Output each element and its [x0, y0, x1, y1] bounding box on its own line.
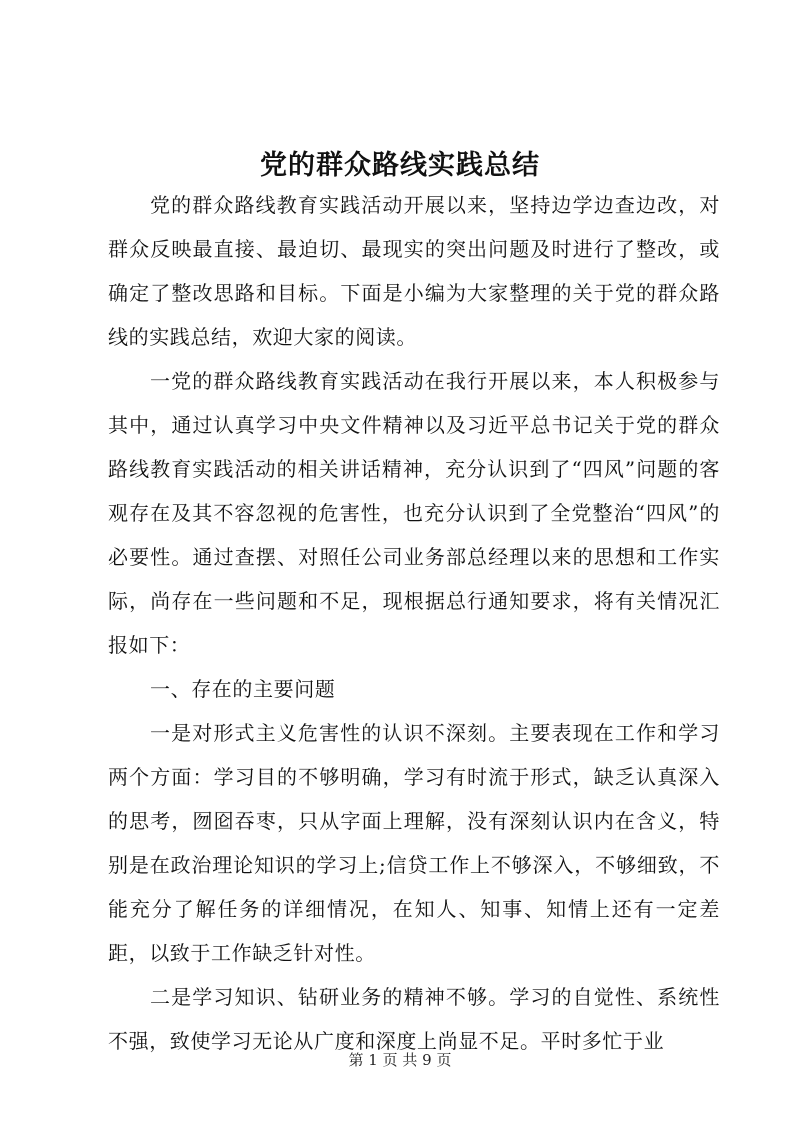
page-number-footer: 第 1 页 共 9 页: [348, 1051, 452, 1069]
body-paragraph: 一是对形式主义危害性的认识不深刻。主要表现在工作和学习两个方面：学习目的不够明确，学习有时流于形式，缺乏认真深入的思考，囫囵吞枣，只从字面上理解，没有深刻认识内在含义，特别是在政治理论知识的学习上;信贷工作上不够深入，不够细致，不能充分了解任务的详细情况，在知人、知事、知情上还有一定差距，以致于工作缺乏针对性。: [108, 721, 720, 965]
body-paragraph: 二是学习知识、钻研业务的精神不够。学习的自觉性、系统性不强，致使学习无论从广度和深度上尚显不足。平时多忙于业: [108, 985, 720, 1053]
intro-paragraph: 党的群众路线教育实践活动开展以来，坚持边学边查边改，对群众反映最直接、最迫切、最现实的突出问题及时进行了整改，或确定了整改思路和目标。下面是小编为大家整理的关于党的群众路线的实践总结，欢迎大家的阅读。: [108, 193, 720, 349]
body-paragraph: 一党的群众路线教育实践活动在我行开展以来，本人积极参与其中，通过认真学习中央文件精神以及习近平总书记关于党的群众路线教育实践活动的相关讲话精神，充分认识到了“四风”问题的客观存在及其不容忽视的危害性，也充分认识到了全党整治“四风”的必要性。通过查摆、对照任公司业务部总经理以来的思想和工作实际，尚存在一些问题和不足，现根据总行通知要求，将有关情况汇报如下：: [108, 369, 720, 657]
section-heading: 一、存在的主要问题: [150, 677, 336, 701]
document-body: [108, 183, 720, 1063]
document-title: 党的群众路线实践总结: [260, 150, 540, 181]
